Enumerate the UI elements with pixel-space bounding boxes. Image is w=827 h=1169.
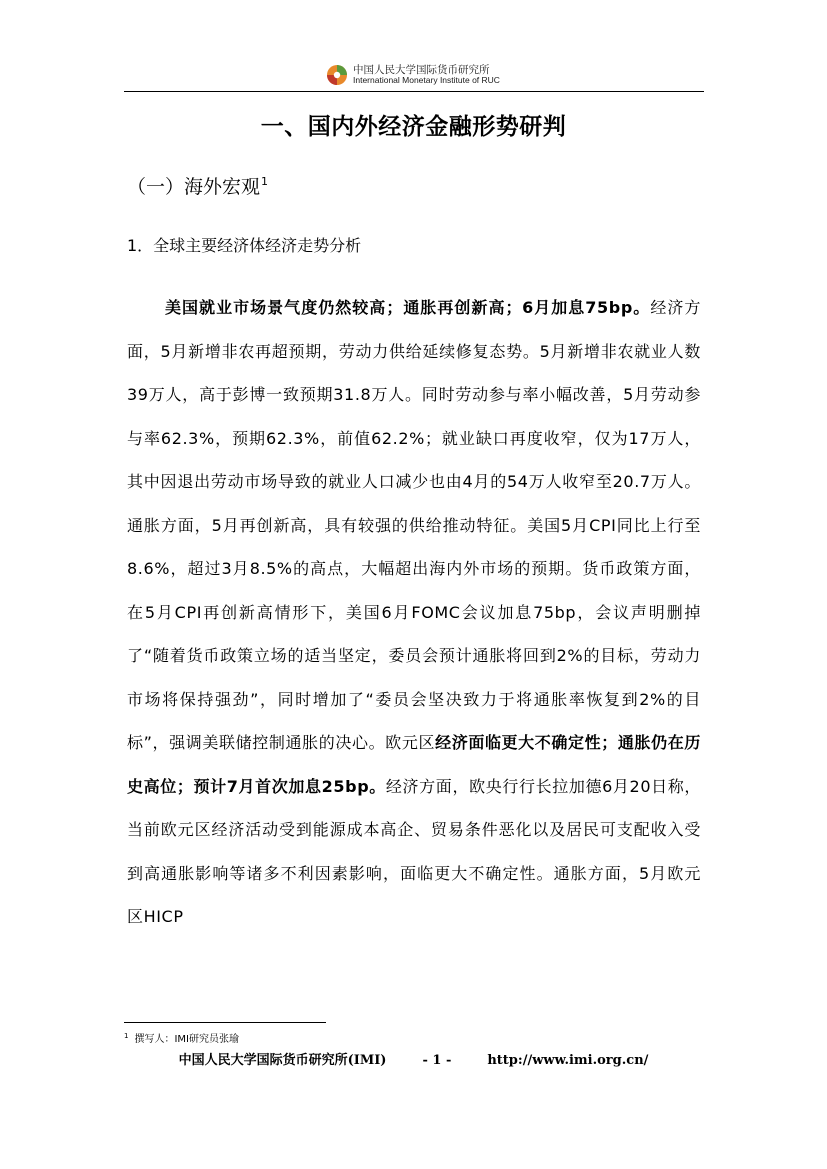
org-name-en: International Monetary Institute of RUC: [353, 75, 500, 86]
chapter-title: 一、国内外经济金融形势研判: [260, 114, 567, 140]
section-title: [127, 172, 268, 199]
body-paragraph: [127, 286, 701, 939]
footnote-rule: [124, 1022, 326, 1023]
us-headline: 美国就业市场景气度仍然较高；通胀再创新高；6月加息75bp。: [165, 298, 651, 317]
footnote-mark: 1: [124, 1032, 129, 1040]
footnote-text: 撰写人：IMI研究员张瑜: [134, 1034, 239, 1045]
eu-headline: 经济面临更大不确定性；通胀仍在历史高位；预计7月首次加息25bp。: [127, 733, 701, 796]
logo-text: [353, 64, 500, 86]
header-rule: [124, 91, 704, 92]
footnote-reference[interactable]: 1: [261, 175, 269, 188]
page-number: - 1 -: [422, 1053, 452, 1068]
eu-body-text: 经济方面，欧央行行长拉加德6月20日称，当前欧元区经济活动受到能源成本高企、贸易条件恶化以及居民可支配收入受到高通胀影响等诸多不利因素影响，面临更大不确定性。通胀方面，5月欧元区HICP: [127, 776, 701, 926]
footnote: [124, 1030, 239, 1045]
imi-logo-icon: [326, 64, 348, 86]
header-logo: [326, 60, 500, 90]
us-body-text: 经济方面，5月新增非农再超预期，劳动力供给延续修复态势。5月新增非农就业人数39万人，高于彭博一致预期31.8万人。同时劳动参与率小幅改善，5月劳动参与率62.3%，预期62.3%，前值62.2%；就业缺口再度收窄，仅为17万人，其中因退出劳动市场导致的就业人口减少也由4月的54万人收窄至20.7万人。通胀方面，5月再创新高，具有较强的供给推动特征。美国5月CPI同比上行至8.6%，超过3月8.5%的高点，大幅超出海内外市场的预期。货币政策方面，在5月CPI再创新高情形下，美国6月FOMC会议加息75bp，会议声明删掉了“随着货币政策立场的适当坚定，委员会预计通胀将回到2%的目标，劳动力市场将保持强劲”，同时增加了“委员会坚决致力于将通胀率恢复到2%的目标”，强调美联储控制通胀的决心。欧元区: [127, 298, 701, 752]
footer-org: 中国人民大学国际货币研究所(IMI): [178, 1053, 387, 1068]
page-footer: [0, 1049, 827, 1068]
org-name-cn: 中国人民大学国际货币研究所: [353, 64, 490, 77]
footer-url[interactable]: http://www.imi.org.cn/: [487, 1053, 649, 1068]
section-title-text: （一）海外宏观: [127, 176, 261, 198]
subsection-title: 1．全球主要经济体经济走势分析: [127, 236, 362, 255]
